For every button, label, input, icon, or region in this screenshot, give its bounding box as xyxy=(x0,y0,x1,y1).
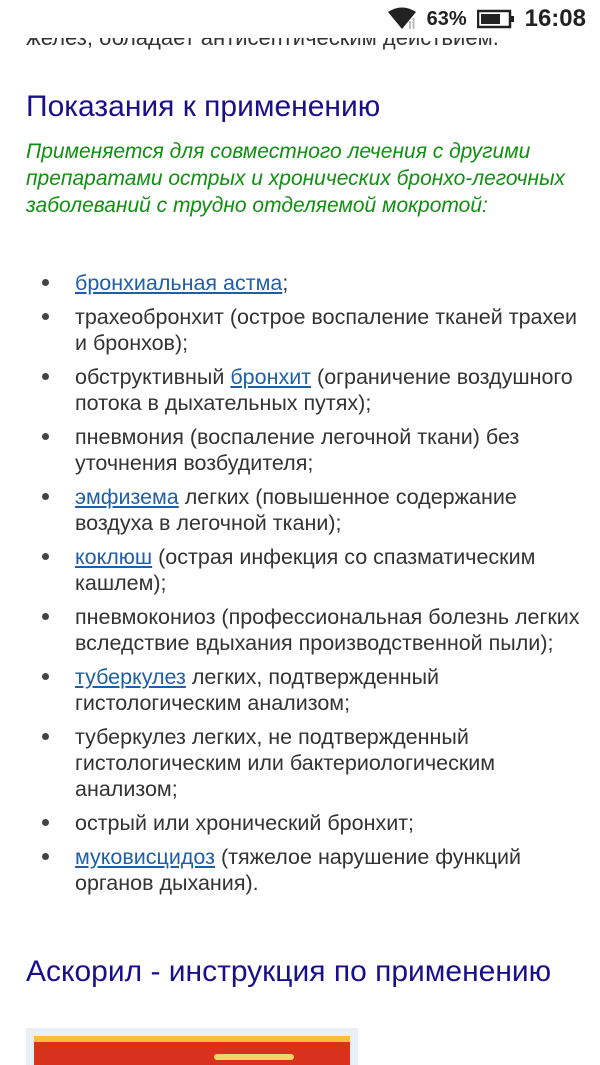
list-item-text: легких (повышенное содержание воздуха в легочной ткани); xyxy=(75,485,517,535)
bullet-icon xyxy=(42,313,49,320)
battery-icon xyxy=(477,9,515,29)
list-item-text: пневмокониоз (профессиональная болезнь легких вследствие вдыхания производственной пыли); xyxy=(75,605,580,655)
indications-heading: Показания к применению xyxy=(26,90,381,123)
list-item-text: (острая инфекция со спазматическим кашлем); xyxy=(75,545,536,595)
term-link[interactable]: муковисцидоз xyxy=(75,845,216,869)
list-item xyxy=(42,604,582,656)
product-image xyxy=(26,1028,358,1065)
product-label xyxy=(214,1054,294,1060)
list-item-text: обструктивный xyxy=(75,365,231,389)
battery-percent: 63% xyxy=(426,7,467,30)
wifi-icon xyxy=(387,7,417,31)
bullet-icon xyxy=(42,553,49,560)
bullet-icon xyxy=(42,733,49,740)
bullet-icon xyxy=(42,853,49,860)
bullet-icon xyxy=(42,613,49,620)
list-item-text: (тяжелое нарушение функций органов дыхания). xyxy=(75,845,522,895)
bullet-icon xyxy=(42,373,49,380)
bullet-icon xyxy=(42,819,49,826)
status-bar xyxy=(0,0,600,38)
clock: 16:08 xyxy=(524,5,586,32)
list-item xyxy=(42,664,582,716)
list-item xyxy=(42,270,582,296)
bullet-icon xyxy=(42,493,49,500)
list-item xyxy=(42,304,582,356)
bullet-icon xyxy=(42,279,49,286)
list-item xyxy=(42,364,582,416)
list-item xyxy=(42,544,582,596)
list-item xyxy=(42,810,582,836)
list-item-text: легких, подтвержденный гистологическим анализом; xyxy=(75,665,440,715)
list-item xyxy=(42,484,582,536)
product-box xyxy=(34,1036,350,1065)
list-item xyxy=(42,724,582,802)
list-item-text: туберкулез легких, не подтвержденный гистологическим или бактериологическим анализом; xyxy=(75,725,496,801)
term-link[interactable]: эмфизема xyxy=(75,485,179,509)
list-item-text: ; xyxy=(282,271,289,295)
bullet-icon xyxy=(42,673,49,680)
list-item xyxy=(42,844,582,896)
instructions-heading: Аскорил - инструкция по применению xyxy=(26,955,552,988)
term-link[interactable]: бронхиальная астма xyxy=(75,271,283,295)
list-item xyxy=(42,424,582,476)
list-item-text: пневмония (воспаление легочной ткани) без уточнения возбудителя; xyxy=(75,425,520,475)
indications-intro: Применяется для совместного лечения с другими препаратами острых и хронических бронхо-легочных заболеваний с трудно отделяемой мокротой: xyxy=(26,140,566,217)
term-link[interactable]: туберкулез xyxy=(75,665,186,689)
list-item-text: (ограничение воздушного потока в дыхательных путях); xyxy=(75,365,573,415)
term-link[interactable]: бронхит xyxy=(230,365,312,389)
bullet-icon xyxy=(42,433,49,440)
list-item-text: трахеобронхит (острое воспаление тканей трахеи и бронхов); xyxy=(75,305,577,355)
term-link[interactable]: коклюш xyxy=(75,545,153,569)
indications-list xyxy=(42,270,582,904)
list-item-text: острый или хронический бронхит; xyxy=(75,811,415,835)
